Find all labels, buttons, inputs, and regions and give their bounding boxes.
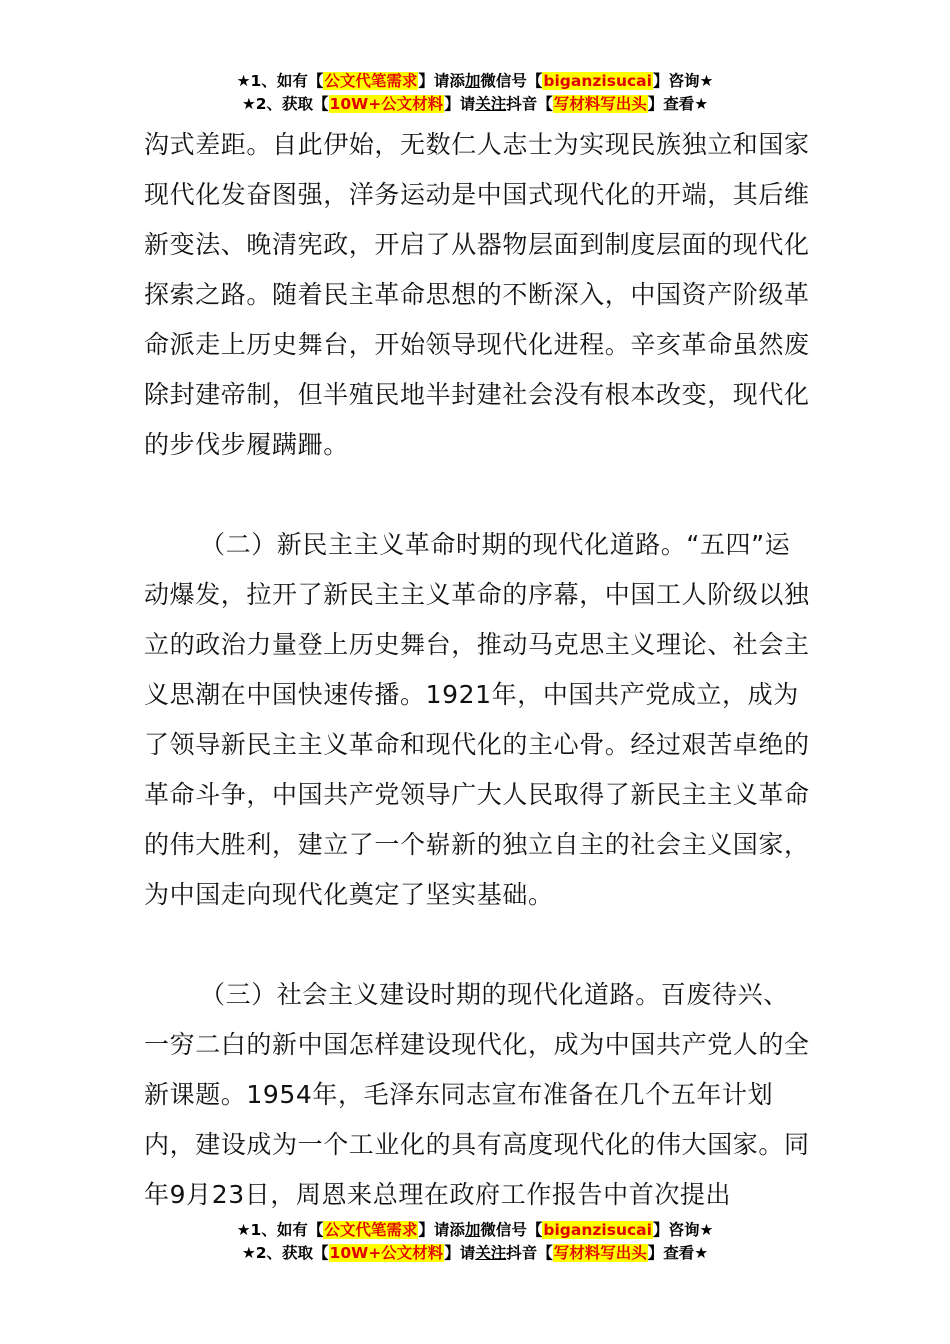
highlight-materials: 10W+公文材料 xyxy=(329,1244,444,1262)
promo-emphasis: 关注 xyxy=(475,95,507,113)
promo-text: 抖音【 xyxy=(506,1244,553,1262)
promo-text: 微信号【 xyxy=(480,72,543,90)
promo-text: 】咨询★ xyxy=(652,72,714,90)
promo-emphasis: 关注 xyxy=(475,1244,507,1262)
promo-text: 微信号【 xyxy=(480,1221,543,1239)
highlight-materials: 10W+公文材料 xyxy=(329,95,444,113)
promo-text: 】请 xyxy=(444,95,476,113)
promo-line-1 xyxy=(0,1219,950,1242)
promo-banner-top xyxy=(0,70,950,116)
highlight-service: 公文代笔需求 xyxy=(324,72,418,90)
promo-text: 】请添 xyxy=(418,72,465,90)
promo-text: 】请添 xyxy=(418,1221,465,1239)
highlight-wechat-id: biganzisucai xyxy=(543,1221,652,1239)
promo-text: ★2、获取【 xyxy=(241,95,329,113)
highlight-douyin: 写材料写出头 xyxy=(553,95,647,113)
promo-text: ★2、获取【 xyxy=(241,1244,329,1262)
promo-line-2 xyxy=(0,1242,950,1265)
highlight-wechat-id: biganzisucai xyxy=(543,72,652,90)
promo-text: ★1、如有【 xyxy=(236,1221,324,1239)
highlight-douyin: 写材料写出头 xyxy=(553,1244,647,1262)
promo-emphasis: 加 xyxy=(464,72,481,90)
promo-text: 】请 xyxy=(444,1244,476,1262)
highlight-service: 公文代笔需求 xyxy=(324,1221,418,1239)
paragraph-gap xyxy=(144,920,814,970)
document-body xyxy=(144,120,814,1220)
promo-text: 抖音【 xyxy=(506,95,553,113)
promo-text: 】查看★ xyxy=(647,95,709,113)
promo-banner-bottom xyxy=(0,1219,950,1265)
promo-text: 】咨询★ xyxy=(652,1221,714,1239)
promo-line-1 xyxy=(0,70,950,93)
promo-emphasis: 加 xyxy=(464,1221,481,1239)
promo-line-2 xyxy=(0,93,950,116)
promo-text: 】查看★ xyxy=(647,1244,709,1262)
promo-text: ★1、如有【 xyxy=(236,72,324,90)
paragraph-section-2: （二）新民主主义革命时期的现代化道路。“五四”运动爆发，拉开了新民主主义革命的序幕，中国工人阶级以独立的政治力量登上历史舞台，推动马克思主义理论、社会主义思潮在中国快速传播。1921年，中国共产党成立，成为了领导新民主主义革命和现代化的主心骨。经过艰苦卓绝的革命斗争，中国共产党领导广大人民取得了新民主主义革命的伟大胜利，建立了一个崭新的独立自主的社会主义国家，为中国走向现代化奠定了坚实基础。 xyxy=(144,530,810,909)
paragraph-section-3: （三）社会主义建设时期的现代化道路。百废待兴、一穷二白的新中国怎样建设现代化，成为中国共产党人的全新课题。1954年，毛泽东同志宣布准备在几个五年计划内，建设成为一个工业化的具有高度现代化的伟大国家。同年9月23日，周恩来总理在政府工作报告中首次提出 xyxy=(144,980,810,1209)
paragraph-continued: 沟式差距。自此伊始，无数仁人志士为实现民族独立和国家现代化发奋图强，洋务运动是中国式现代化的开端，其后维新变法、晚清宪政，开启了从器物层面到制度层面的现代化探索之路。随着民主革命思想的不断深入，中国资产阶级革命派走上历史舞台，开始领导现代化进程。辛亥革命虽然废除封建帝制，但半殖民地半封建社会没有根本改变，现代化的步伐步履蹒跚。 xyxy=(144,130,810,459)
paragraph-gap xyxy=(144,470,814,520)
